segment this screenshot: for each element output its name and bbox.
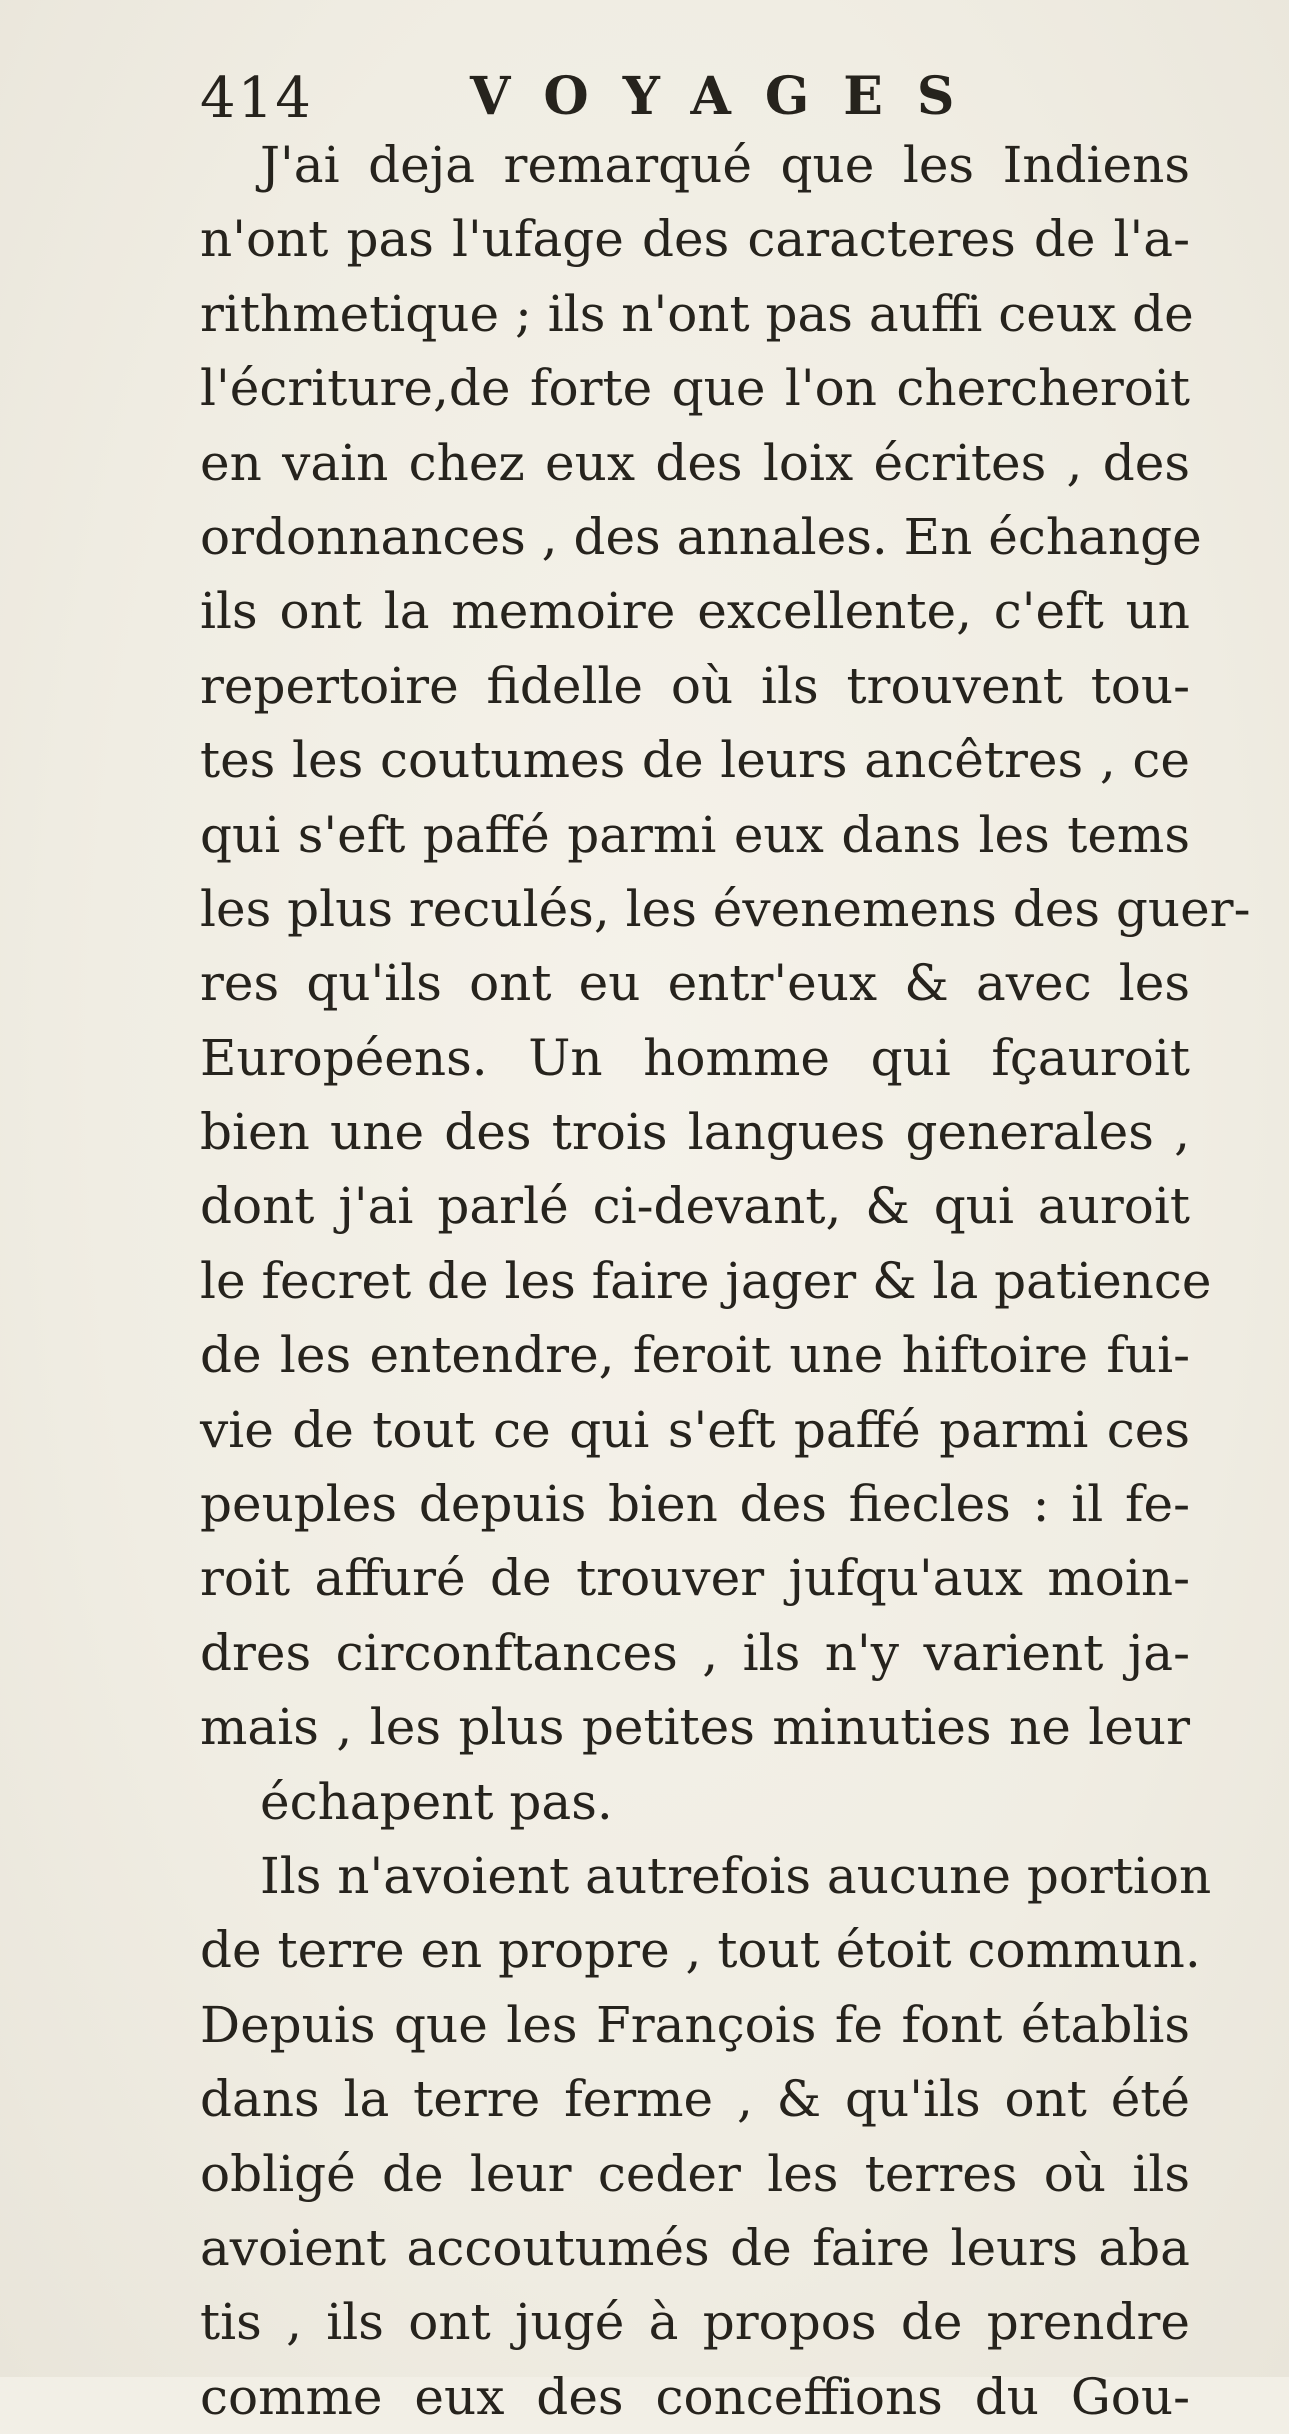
text-line: ordonnances , des annales. En échange	[200, 507, 1202, 566]
page-number: 414	[200, 66, 313, 131]
running-head: VOYAGES	[470, 66, 989, 127]
text-line: l'écriture,de forte que l'on chercheroit	[200, 359, 1190, 418]
text-line: les plus reculés, les évenemens des guer-	[200, 879, 1251, 938]
text-line: n'ont pas l'ufage des caracteres de l'a-	[200, 210, 1190, 269]
text-line: tes les coutumes de leurs ancêtres , ce	[200, 731, 1190, 790]
text-line: dans la terre ferme , & qu'ils ont été	[200, 2070, 1190, 2129]
text-line: obligé de leur ceder les terres où ils	[200, 2144, 1190, 2203]
text-line: dres circonftances , ils n'y varient ja-	[200, 1623, 1190, 1682]
text-line: comme eux des conceffions du Gou-	[200, 2367, 1190, 2426]
body-text	[200, 128, 1251, 2434]
text-line: qui s'eft paffé parmi eux dans les tems	[200, 805, 1190, 864]
text-line: peuples depuis bien des fiecles : il fe-	[200, 1475, 1190, 1534]
text-line: rithmetique ; ils n'ont pas auffi ceux de	[200, 284, 1194, 343]
text-line: J'ai deja remarqué que les Indiens	[260, 136, 1190, 194]
text-line: tis , ils ont jugé à propos de prendre	[200, 2293, 1190, 2352]
text-line: mais , les plus petites minuties ne leur	[200, 1698, 1190, 1757]
text-line: dont j'ai parlé ci-devant, & qui auroit	[200, 1177, 1190, 1236]
text-line: de les entendre, feroit une hiftoire fui-	[200, 1326, 1190, 1385]
text-line: ils ont la memoire excellente, c'eft un	[200, 582, 1190, 641]
text-line: en vain chez eux des loix écrites , des	[200, 433, 1190, 492]
text-line: roit affuré de trouver jufqu'aux moin-	[200, 1549, 1190, 1608]
text-line: bien une des trois langues generales ,	[200, 1103, 1190, 1162]
text-line: Depuis que les François fe font établis	[200, 1995, 1190, 2054]
text-line: vie de tout ce qui s'eft paffé parmi ces	[200, 1400, 1190, 1459]
text-line: repertoire fidelle où ils trouvent tou-	[200, 656, 1190, 715]
text-line: de terre en propre , tout étoit commun.	[200, 1921, 1201, 1980]
text-line: Européens. Un homme qui fçauroit	[200, 1028, 1190, 1087]
text-line: le fecret de les faire jager & la patience	[200, 1251, 1212, 1310]
text-line: res qu'ils ont eu entr'eux & avec les	[200, 954, 1190, 1013]
text-line: échapent pas.	[260, 1772, 613, 1831]
text-line: Ils n'avoient autrefois aucune portion	[260, 1846, 1212, 1905]
text-line: avoient accoutumés de faire leurs aba	[200, 2218, 1190, 2277]
